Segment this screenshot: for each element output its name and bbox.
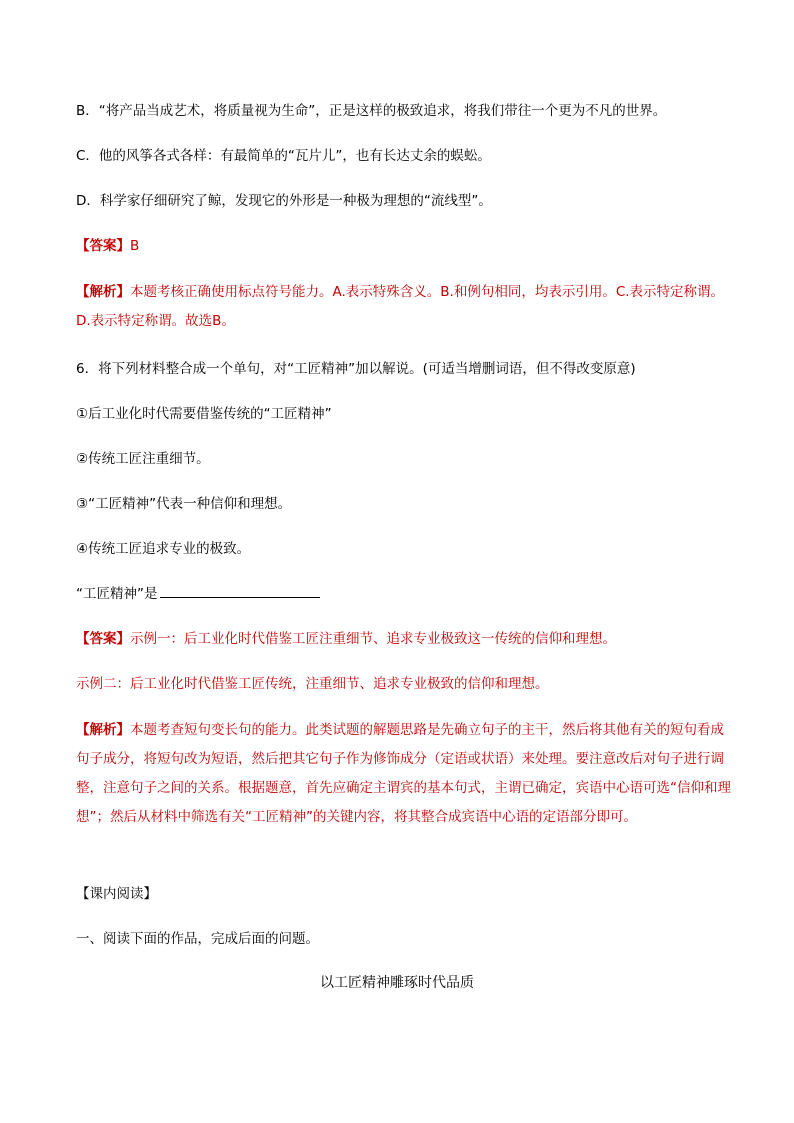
answer-value: B xyxy=(130,238,140,254)
q6-analysis xyxy=(76,716,734,832)
answer-label: 【答案】 xyxy=(76,238,130,254)
q6-answer-example-2: 示例二：后工业化时代借鉴工匠传统，注重细节、追求专业极致的信仰和理想。 xyxy=(76,676,549,692)
article-title: 以工匠精神雕琢时代品质 xyxy=(320,975,474,991)
option-b: B．“将产品当成艺术，将质量视为生命”，正是这样的极致追求，将我们带往一个更为不凡的世界。 xyxy=(76,103,667,119)
q6-material-1: ①后工业化时代需要借鉴传统的“工匠精神” xyxy=(76,406,332,422)
analysis-label: 【解析】 xyxy=(76,722,130,738)
analysis-label: 【解析】 xyxy=(76,284,130,300)
q6-material-2: ②传统工匠注重细节。 xyxy=(76,451,210,467)
q6-stem xyxy=(76,583,734,605)
analysis-text: 本题考查短句变长句的能力。此类试题的解题思路是先确立句子的主干，然后将其他有关的短句看成句子成分，将短句改为短语，然后把其它句子作为修饰成分（定语或状语）来处理。要注意改后对句子进行调整，注意句子之间的关系。根据题意，首先应确定主谓宾的基本句式，主谓已确定，宾语中心语可选“信仰和理想”；然后从材料中筛选有关“工匠精神”的关键内容，将其整合成宾语中心语的定语部分即可。 xyxy=(76,722,731,825)
analysis-text: 本题考核正确使用标点符号能力。A.表示特殊含义。B.和例句相同，均表示引用。C.表示特定称谓。D.表示特定称谓。故选B。 xyxy=(76,284,725,329)
option-c: C．他的风筝各式各样：有最简单的“瓦片儿”，也有长达丈余的蜈蚣。 xyxy=(76,148,491,164)
answer-blank[interactable] xyxy=(160,583,320,598)
q6-material-4: ④传统工匠追求专业的极致。 xyxy=(76,541,251,557)
q6-material-3: ③“工匠精神”代表一种信仰和理想。 xyxy=(76,496,292,512)
reading-instruction: 一、阅读下面的作品，完成后面的问题。 xyxy=(76,931,319,947)
stem-text: “工匠精神”是 xyxy=(76,586,158,602)
answer-label: 【答案】 xyxy=(76,631,130,647)
option-d: D．科学家仔细研究了鲸，发现它的外形是一种极为理想的“流线型”。 xyxy=(76,193,492,209)
q5-analysis xyxy=(76,278,734,336)
q5-answer xyxy=(76,235,734,257)
q6-question: 6．将下列材料整合成一个单句，对“工匠精神”加以解说。(可适当增删词语，但不得改变原意) xyxy=(76,361,636,377)
section-heading: 【课内阅读】 xyxy=(76,886,157,902)
answer-example-1: 示例一：后工业化时代借鉴工匠注重细节、追求专业极致这一传统的信仰和理想。 xyxy=(130,631,616,647)
q6-answer xyxy=(76,628,734,650)
